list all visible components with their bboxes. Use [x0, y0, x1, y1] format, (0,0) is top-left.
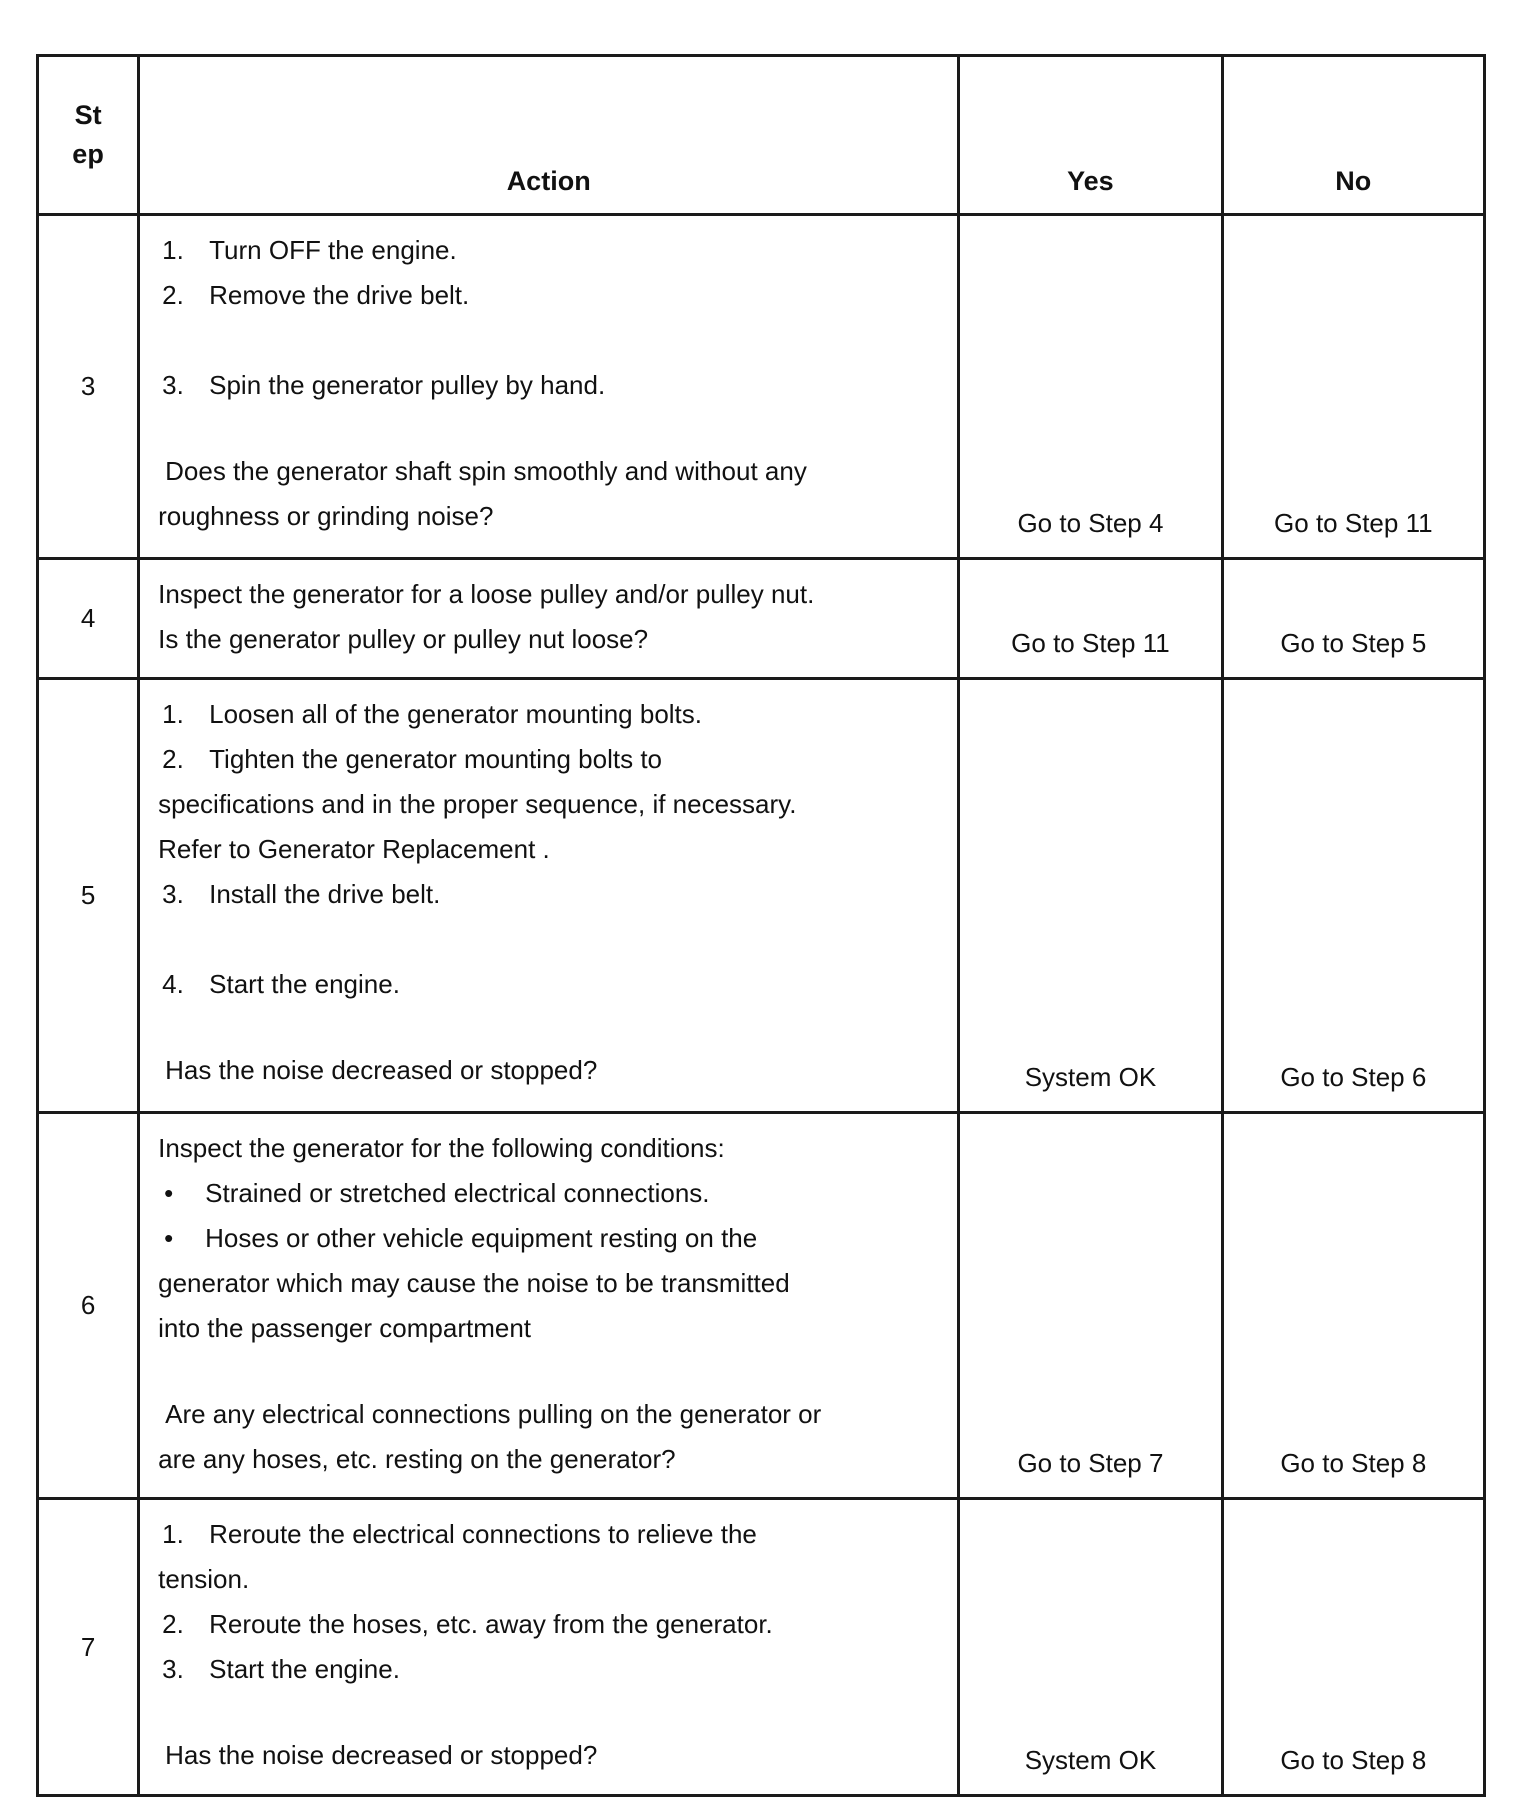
- header-step: St ep: [38, 56, 139, 215]
- action-cell: [139, 215, 959, 559]
- header-action: Action: [139, 56, 959, 215]
- yes-result: Go to Step 7: [959, 1113, 1222, 1499]
- list-item: • Strained or stretched electrical connections.: [164, 1178, 710, 1208]
- question-text: Are any electrical connections pulling on the generator or: [165, 1399, 822, 1429]
- question-text: Has the noise decreased or stopped?: [165, 1055, 598, 1085]
- list-item: 4. Start the engine.: [162, 969, 400, 999]
- step-number: 3: [38, 215, 139, 559]
- list-item: 1. Loosen all of the generator mounting bolts.: [162, 699, 703, 729]
- list-item: 2. Tighten the generator mounting bolts to: [162, 744, 663, 774]
- list-item: 3. Start the engine.: [162, 1654, 400, 1684]
- list-item: 3. Spin the generator pulley by hand.: [162, 370, 606, 400]
- no-result: Go to Step 6: [1222, 679, 1484, 1113]
- diagnostic-table: [36, 54, 1486, 1797]
- table-row: [38, 679, 1485, 1113]
- question-text: are any hoses, etc. resting on the generator?: [158, 1444, 676, 1474]
- header-row: [38, 56, 1485, 215]
- yes-result: Go to Step 4: [959, 215, 1222, 559]
- no-result: Go to Step 11: [1222, 215, 1484, 559]
- header-yes: Yes: [959, 56, 1222, 215]
- question-text: Does the generator shaft spin smoothly and without any: [165, 456, 807, 486]
- action-cell: 1. Reroute the electrical connections to relieve the tension. 2. Reroute the hoses, etc. away from the generator. 3. Start the engine. Has the noise decreased or stopped?: [139, 1499, 959, 1796]
- list-item: 2. Reroute the hoses, etc. away from the generator.: [162, 1609, 773, 1639]
- table-row: [38, 1113, 1485, 1499]
- list-item: 1. Reroute the electrical connections to relieve the: [162, 1519, 757, 1549]
- no-result: Go to Step 8: [1222, 1113, 1484, 1499]
- yes-result: System OK: [959, 679, 1222, 1113]
- yes-result: System OK: [959, 1499, 1222, 1796]
- step-number: 5: [38, 679, 139, 1113]
- list-item: 3. Install the drive belt.: [162, 879, 441, 909]
- list-item: 1. Turn OFF the engine.: [162, 235, 457, 265]
- no-result: Go to Step 5: [1222, 559, 1484, 679]
- table-row: [38, 215, 1485, 559]
- action-cell: 1. Loosen all of the generator mounting bolts. 2. Tighten the generator mounting bolts to specifications and in the proper sequence, if necessary. Refer to Generator Replacement . 3. Install the drive belt. 4. Start the engine. Has the noise decreased or stopped?: [139, 679, 959, 1113]
- action-cell: Inspect the generator for the following conditions: • Strained or stretched electrical connections. • Hoses or other vehicle equipment resting on the generator which may cause the noise to be transmitted into the passenger compartment Are any electrical connections pulling on the generator or are any hoses, etc. resting on the generator?: [139, 1113, 959, 1499]
- question-text: roughness or grinding noise?: [158, 501, 494, 531]
- question-text: Is the generator pulley or pulley nut loose?: [158, 624, 649, 654]
- no-result: Go to Step 8: [1222, 1499, 1484, 1796]
- header-no: No: [1222, 56, 1484, 215]
- table-row: [38, 1499, 1485, 1796]
- list-item: • Hoses or other vehicle equipment resting on the: [164, 1223, 758, 1253]
- action-cell: Inspect the generator for a loose pulley and/or pulley nut. Is the generator pulley or pulley nut loose?: [139, 559, 959, 679]
- list-item: 2. Remove the drive belt.: [162, 280, 470, 310]
- table-row: [38, 559, 1485, 679]
- step-number: 7: [38, 1499, 139, 1796]
- step-number: 6: [38, 1113, 139, 1499]
- question-text: Has the noise decreased or stopped?: [165, 1740, 598, 1770]
- yes-result: Go to Step 11: [959, 559, 1222, 679]
- step-number: 4: [38, 559, 139, 679]
